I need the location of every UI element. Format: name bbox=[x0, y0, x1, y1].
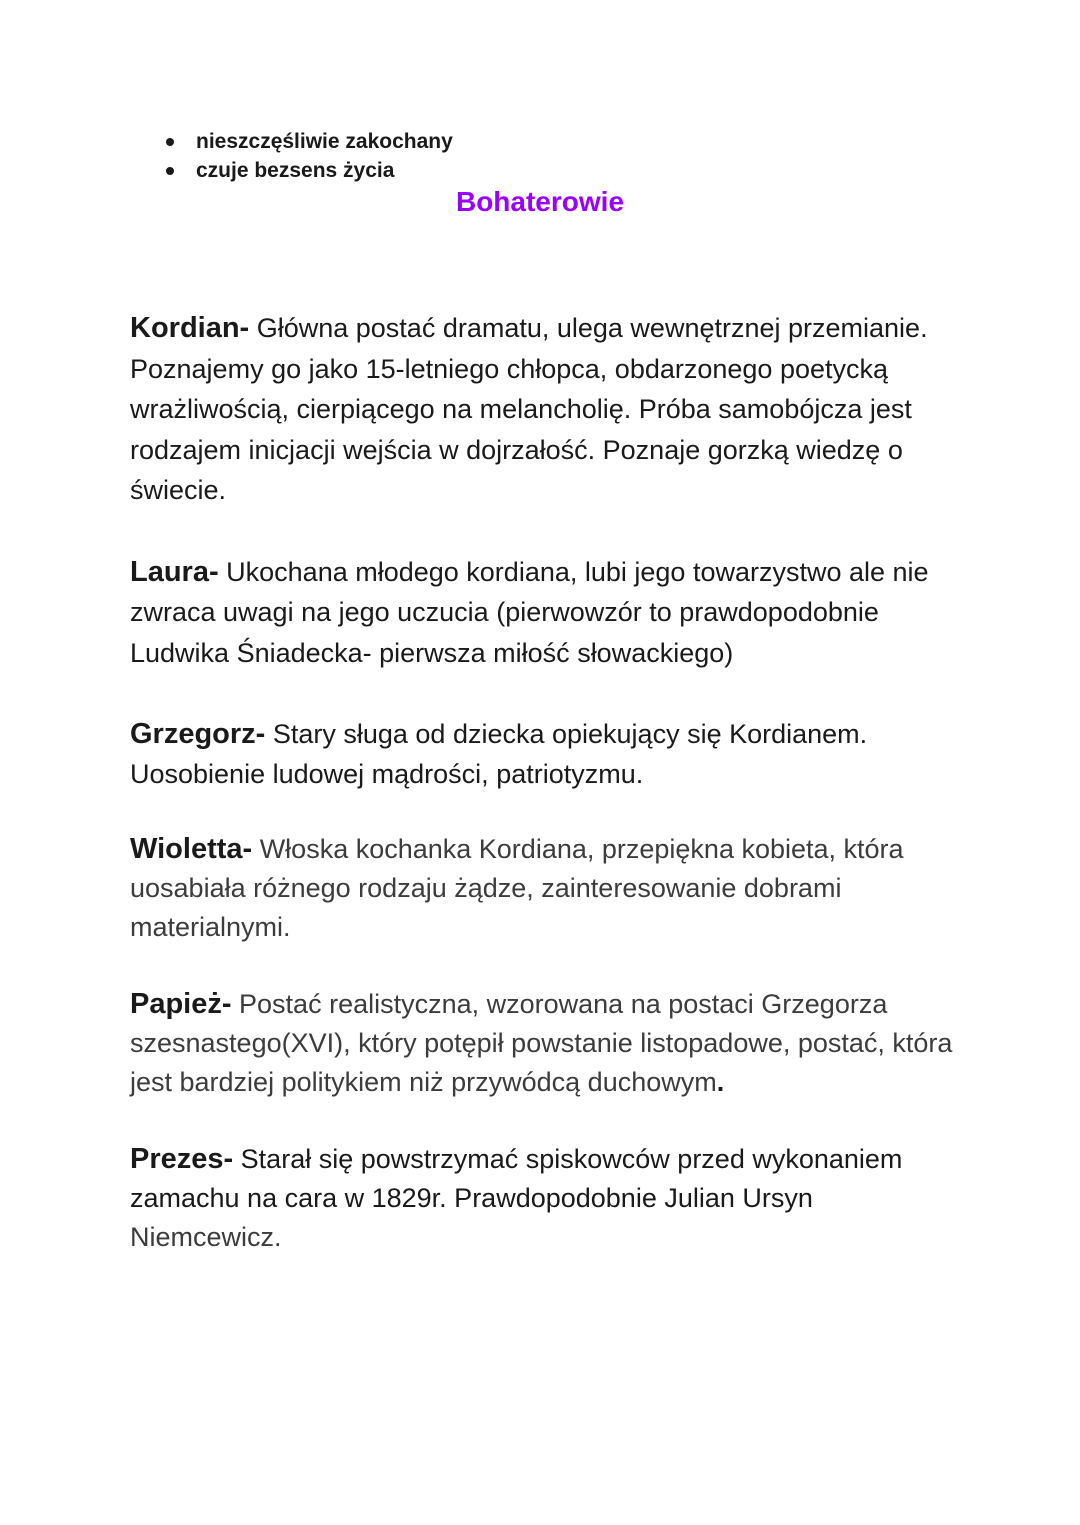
character-entry-kordian bbox=[130, 308, 970, 511]
character-entry-grzegorz bbox=[130, 714, 970, 794]
section-title: Bohaterowie bbox=[455, 186, 625, 217]
character-entry-prezes bbox=[130, 1140, 970, 1257]
list-item bbox=[160, 156, 453, 185]
character-description: Postać realistyczna, wzorowana na postaci Grzegorza szesnastego(XVI), który potępił powstanie listopadowe, postać, która jest bardziej politykiem niż przywódcą duchowym bbox=[130, 989, 953, 1097]
list-item bbox=[160, 127, 453, 156]
characters-list bbox=[130, 308, 970, 1257]
character-name: Laura- bbox=[130, 555, 219, 588]
character-entry-papiez bbox=[130, 985, 970, 1102]
character-description: Starał się powstrzymać spiskowców przed wykonaniem zamachu na cara w 1829r. Prawdopodobnie Julian Ursyn bbox=[130, 1144, 903, 1213]
character-entry-laura bbox=[130, 552, 970, 674]
character-description: Włoska kochanka Kordiana, przepiękna kobieta, która uosabiała różnego rodzaju żądze, zainteresowanie dobrami materialnymi. bbox=[130, 834, 904, 942]
character-description-tail: Niemcewicz. bbox=[130, 1222, 282, 1252]
character-description-tail: . bbox=[716, 1067, 725, 1097]
character-name: Kordian- bbox=[130, 312, 250, 344]
bullet-icon bbox=[166, 138, 174, 146]
character-name: Wioletta- bbox=[130, 833, 253, 865]
character-description: Ukochana młodego kordiana, lubi jego towarzystwo ale nie zwraca uwagi na jego uczucia (pierwowzór to prawdopodobnie Ludwika Śniadecka- pierwsza miłość słowackiego) bbox=[130, 556, 929, 668]
list-item-text: nieszczęśliwie zakochany bbox=[196, 130, 453, 153]
character-description: Stary sługa od dziecka opiekujący się Kordianem. Uosobienie ludowej mądrości, patriotyzmu. bbox=[130, 719, 868, 789]
list-item-text: czuje bezsens życia bbox=[196, 159, 395, 182]
bullet-icon bbox=[166, 167, 174, 175]
character-name: Grzegorz- bbox=[130, 718, 266, 750]
character-entry-wioletta bbox=[130, 830, 970, 947]
character-name: Papież- bbox=[130, 988, 232, 1020]
character-description: Główna postać dramatu, ulega wewnętrznej przemianie. Poznajemy go jako 15-letniego chłopca, obdarzonego poetycką wrażliwością, cierpiącego na melancholię. Próba samobójcza jest rodzajem inicjacji wejścia w dojrzałość. Poznaje gorzką wiedzę o świecie. bbox=[130, 313, 928, 505]
character-name: Prezes- bbox=[130, 1143, 234, 1175]
bullet-list bbox=[160, 127, 453, 185]
